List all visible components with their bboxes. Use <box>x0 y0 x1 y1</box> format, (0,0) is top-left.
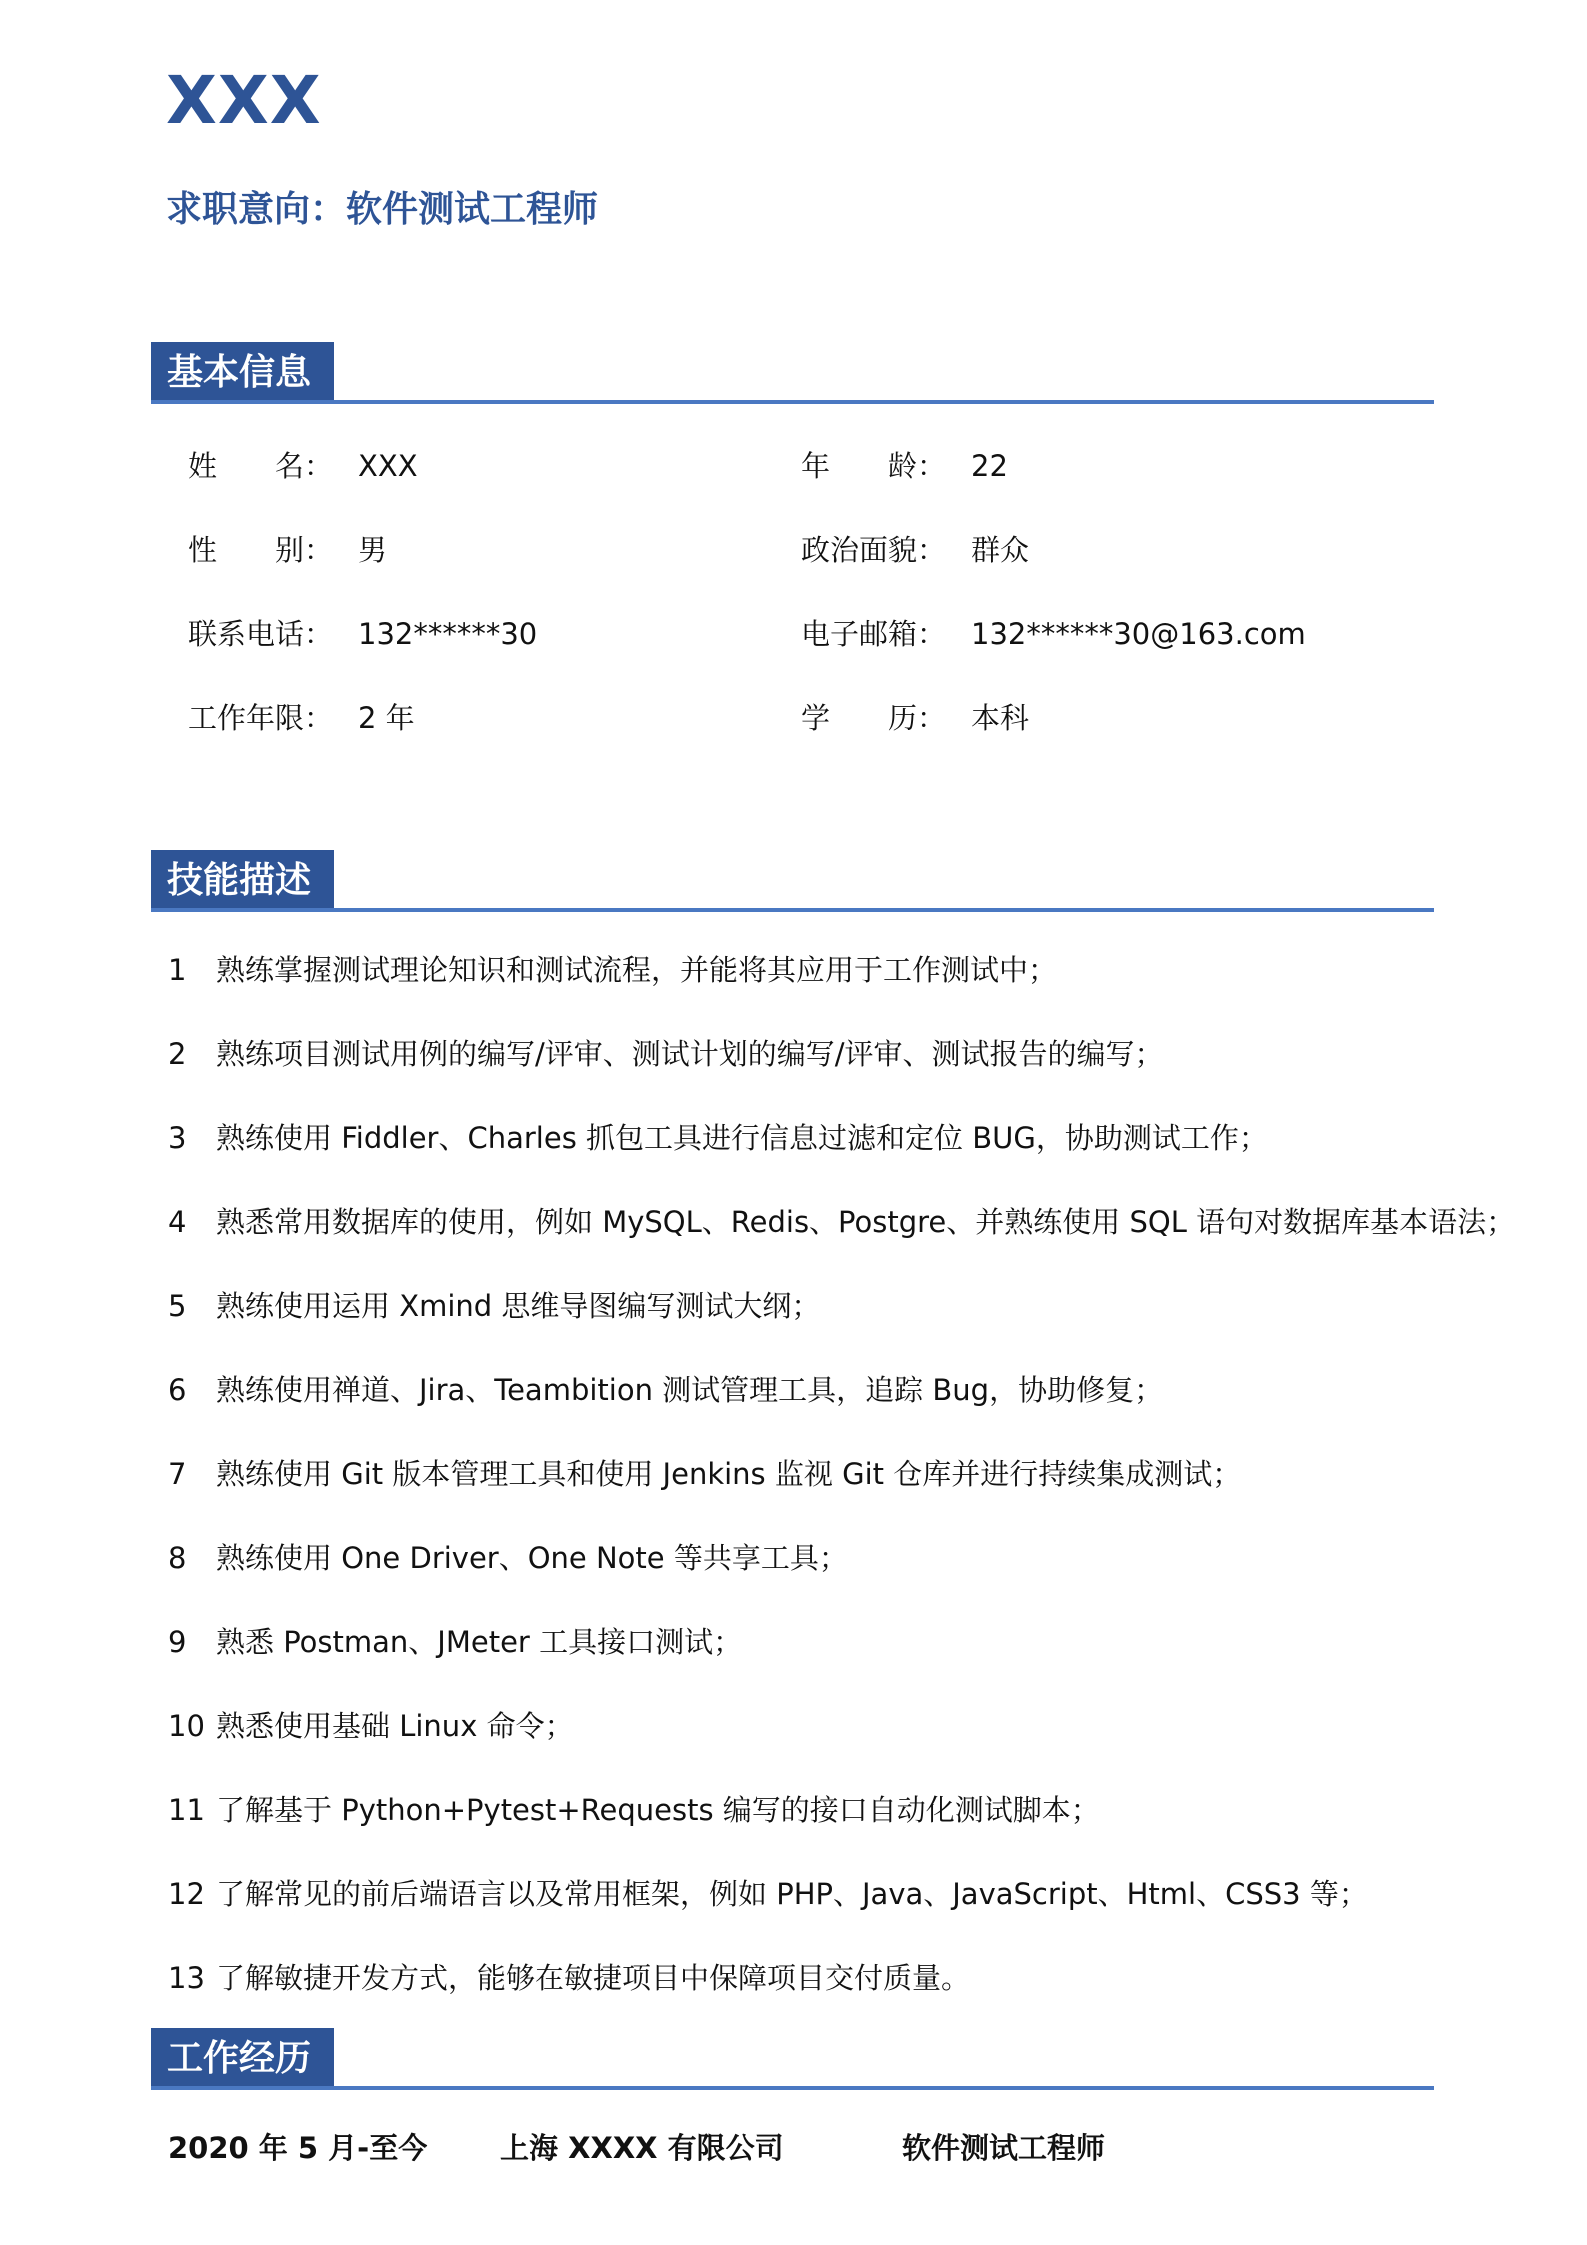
skill-number: 6 <box>168 1373 187 1407</box>
skill-number: 11 <box>168 1793 205 1827</box>
skill-text: 了解敏捷开发方式，能够在敏捷项目中保障项目交付质量。 <box>216 1961 971 1995</box>
skill-item <box>168 1790 1100 1830</box>
info-value-email: 132******30@163.com <box>971 617 1306 651</box>
skill-text: 熟练项目测试用例的编写/评审、测试计划的编写/评审、测试报告的编写； <box>216 1037 1164 1071</box>
info-label-gender: 性 别： <box>188 533 334 567</box>
skill-item <box>168 1874 1368 1914</box>
job-objective: 求职意向：软件测试工程师 <box>166 189 599 230</box>
info-label-political-status: 政治面貌： <box>801 533 947 567</box>
skill-item <box>168 1538 848 1578</box>
skill-number: 3 <box>168 1121 187 1155</box>
skill-text: 熟练使用 Git 版本管理工具和使用 Jenkins 监视 Git 仓库并进行持续集成测试； <box>216 1457 1242 1491</box>
section-title-work-experience: 工作经历 <box>151 2028 334 2090</box>
skill-number: 2 <box>168 1037 187 1071</box>
section-divider <box>151 400 1434 404</box>
work-period: 2020 年 5 月-至今 <box>168 2131 428 2165</box>
skill-number: 1 <box>168 953 187 987</box>
skill-number: 4 <box>168 1205 187 1239</box>
skill-text: 了解常见的前后端语言以及常用框架，例如 PHP、Java、JavaScript、Html、CSS3 等； <box>216 1877 1368 1911</box>
skill-text: 熟练使用运用 Xmind 思维导图编写测试大纲； <box>216 1289 821 1323</box>
skill-text: 熟悉使用基础 Linux 命令； <box>216 1709 574 1743</box>
skill-text: 了解基于 Python+Pytest+Requests 编写的接口自动化测试脚本； <box>216 1793 1100 1827</box>
info-label-name: 姓 名： <box>188 449 334 483</box>
skill-number: 8 <box>168 1541 187 1575</box>
section-title-basic-info: 基本信息 <box>151 342 334 404</box>
skill-item <box>168 1118 1268 1158</box>
info-value-phone: 132******30 <box>358 617 538 651</box>
work-entry <box>168 2128 1368 2168</box>
skill-item <box>168 1286 820 1326</box>
info-row <box>188 446 1388 486</box>
section-divider <box>151 908 1434 912</box>
info-row <box>188 698 1388 738</box>
info-label-email: 电子邮箱： <box>801 617 947 651</box>
info-label-age: 年 龄： <box>801 449 947 483</box>
skill-text: 熟练使用 One Driver、One Note 等共享工具； <box>216 1541 848 1575</box>
info-value-age: 22 <box>971 449 1008 483</box>
info-label-work-years: 工作年限： <box>188 701 334 735</box>
skill-text: 熟悉 Postman、JMeter 工具接口测试； <box>216 1625 743 1659</box>
skill-number: 10 <box>168 1709 205 1743</box>
skill-item <box>168 1958 970 1998</box>
info-row <box>188 614 1388 654</box>
skill-number: 5 <box>168 1289 187 1323</box>
info-label-phone: 联系电话： <box>188 617 334 651</box>
info-value-gender: 男 <box>358 533 388 567</box>
info-row <box>188 530 1388 570</box>
skill-text: 熟练使用 Fiddler、Charles 抓包工具进行信息过滤和定位 BUG，协助测试工作； <box>216 1121 1268 1155</box>
skill-item <box>168 950 1057 990</box>
skill-item <box>168 1034 1164 1074</box>
skill-number: 9 <box>168 1625 187 1659</box>
skill-text: 熟练使用禅道、Jira、Teambition 测试管理工具，追踪 Bug，协助修复； <box>216 1373 1164 1407</box>
info-value-work-years: 2 年 <box>358 701 415 735</box>
skill-text: 熟练掌握测试理论知识和测试流程，并能将其应用于工作测试中； <box>216 953 1058 987</box>
section-divider <box>151 2086 1434 2090</box>
skill-text: 熟悉常用数据库的使用，例如 MySQL、Redis、Postgre、并熟练使用 SQL 语句对数据库基本语法； <box>216 1205 1516 1239</box>
info-label-education: 学 历： <box>801 701 947 735</box>
work-position: 软件测试工程师 <box>902 2131 1106 2165</box>
info-value-education: 本科 <box>971 701 1030 735</box>
skill-number: 13 <box>168 1961 205 1995</box>
skill-item <box>168 1202 1515 1242</box>
info-value-political-status: 群众 <box>971 533 1030 567</box>
section-title-skills: 技能描述 <box>151 850 334 912</box>
skill-item <box>168 1706 574 1746</box>
skill-item <box>168 1370 1163 1410</box>
skill-number: 12 <box>168 1877 205 1911</box>
skill-item <box>168 1622 742 1662</box>
section-skills <box>151 850 1434 912</box>
section-work-experience <box>151 2028 1434 2090</box>
info-value-name: XXX <box>358 449 418 483</box>
work-company: 上海 XXXX 有限公司 <box>500 2131 784 2165</box>
skill-number: 7 <box>168 1457 187 1491</box>
section-basic-info <box>151 342 1434 404</box>
skill-item <box>168 1454 1241 1494</box>
candidate-name: XXX <box>166 62 322 139</box>
